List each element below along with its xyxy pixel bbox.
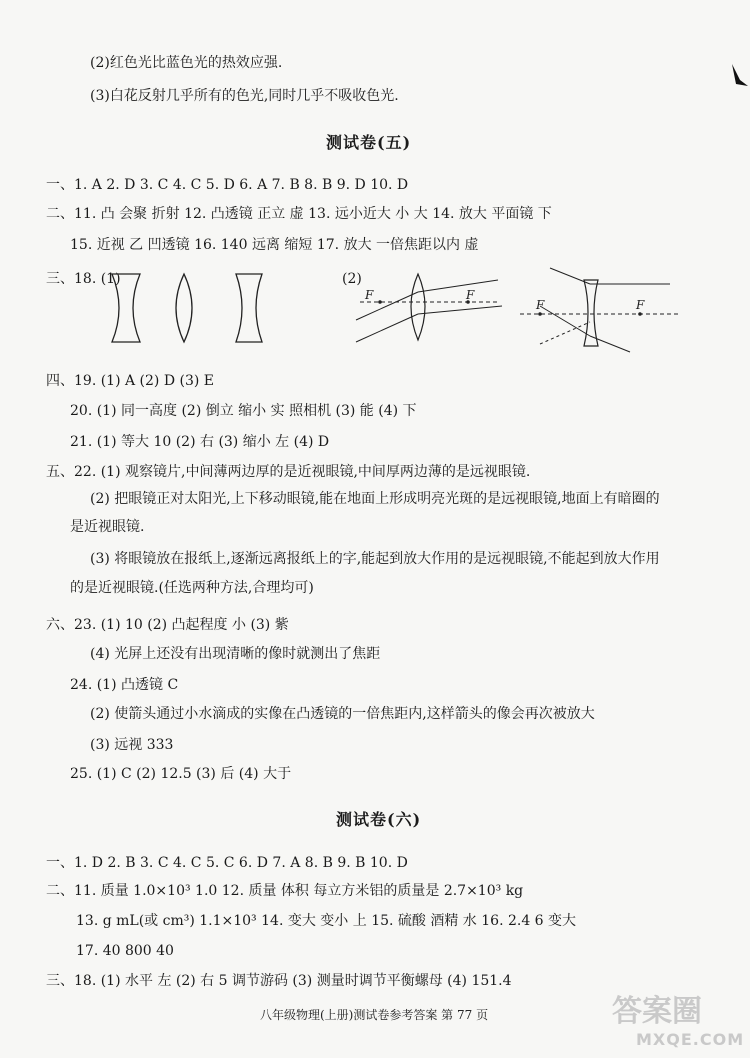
question-sublabel: (2)	[342, 271, 362, 287]
answer-line: 一、1. A 2. D 3. C 4. C 5. D 6. A 7. B 8. B 9. D 10. D	[46, 177, 409, 193]
question-label: 三、18. (1)	[46, 271, 121, 287]
answer-line: (3)白花反射几乎所有的色光,同时几乎不吸收色光.	[90, 88, 399, 104]
convex-lens	[176, 274, 192, 342]
lens-drawings	[100, 270, 280, 346]
answer-line: (2) 使箭头通过小水滴成的实像在凸透镜的一倍焦距内,这样箭头的像会再次被放大	[90, 706, 595, 722]
answer-line: 15. 近视 乙 凹透镜 16. 140 远离 缩短 17. 放大 一倍焦距以内 虚	[70, 237, 479, 253]
concave-lens	[112, 274, 140, 342]
answer-line: 24. (1) 凸透镜 C	[70, 677, 179, 693]
answer-line: (3) 远视 333	[90, 737, 174, 753]
answer-line: (4) 光屏上还没有出现清晰的像时就测出了焦距	[90, 646, 381, 662]
answer-line: 一、1. D 2. B 3. C 4. C 5. C 6. D 7. A 8. B 9. B 10. D	[46, 855, 408, 871]
focus-label: F	[365, 288, 374, 302]
answer-line: (2)红色光比蓝色光的热效应强.	[90, 55, 283, 71]
answer-line: 四、19. (1) A (2) D (3) E	[46, 373, 215, 389]
convex-ray-diagram	[350, 270, 510, 350]
watermark-url: MXQE.COM	[636, 1030, 745, 1049]
answer-line: 13. g mL(或 cm³) 1.1×10³ 14. 变大 变小 上 15. 硫酸 酒精 水 16. 2.4 6 变大	[76, 913, 577, 929]
page-footer: 八年级物理(上册)测试卷参考答案 第 77 页	[260, 1008, 489, 1022]
answer-line: 25. (1) C (2) 12.5 (3) 后 (4) 大于	[70, 766, 292, 782]
answer-line: 20. (1) 同一高度 (2) 倒立 缩小 实 照相机 (3) 能 (4) 下	[70, 403, 417, 419]
focus-label: F	[466, 288, 475, 302]
watermark-logo: 答案圈	[612, 994, 702, 1029]
section-title-test5: 测试卷(五)	[326, 133, 412, 152]
answer-line: 二、11. 凸 会聚 折射 12. 凸透镜 正立 虚 13. 远小近大 小 大 14. 放大 平面镜 下	[46, 206, 552, 222]
answer-line: 三、18. (1) 水平 左 (2) 右 5 调节游码 (3) 测量时调节平衡螺母 (4) 151.4	[46, 973, 512, 989]
corner-mark	[730, 62, 750, 92]
answer-line: 21. (1) 等大 10 (2) 右 (3) 缩小 左 (4) D	[70, 434, 330, 450]
answer-line: (2) 把眼镜正对太阳光,上下移动眼镜,能在地面上形成明亮光斑的是远视眼镜,地面上有暗圈的	[90, 491, 660, 507]
answer-line: 17. 40 800 40	[76, 943, 174, 959]
concave-lens	[236, 274, 262, 342]
answer-line: (3) 将眼镜放在报纸上,逐渐远离报纸上的字,能起到放大作用的是远视眼镜,不能起到放大作用	[90, 551, 660, 567]
section-title-test6: 测试卷(六)	[336, 810, 422, 829]
answer-line: 二、11. 质量 1.0×10³ 1.0 12. 质量 体积 每立方米铝的质量是 2.7×10³ kg	[46, 883, 524, 899]
focus-label: F	[536, 298, 545, 312]
focus-label: F	[636, 298, 645, 312]
answer-line: 六、23. (1) 10 (2) 凸起程度 小 (3) 紫	[46, 617, 289, 633]
answer-line: 的是近视眼镜.(任选两种方法,合理均可)	[70, 580, 314, 596]
answer-line: 是近视眼镜.	[70, 519, 145, 535]
answer-line: 五、22. (1) 观察镜片,中间薄两边厚的是近视眼镜,中间厚两边薄的是远视眼镜.	[46, 464, 531, 480]
